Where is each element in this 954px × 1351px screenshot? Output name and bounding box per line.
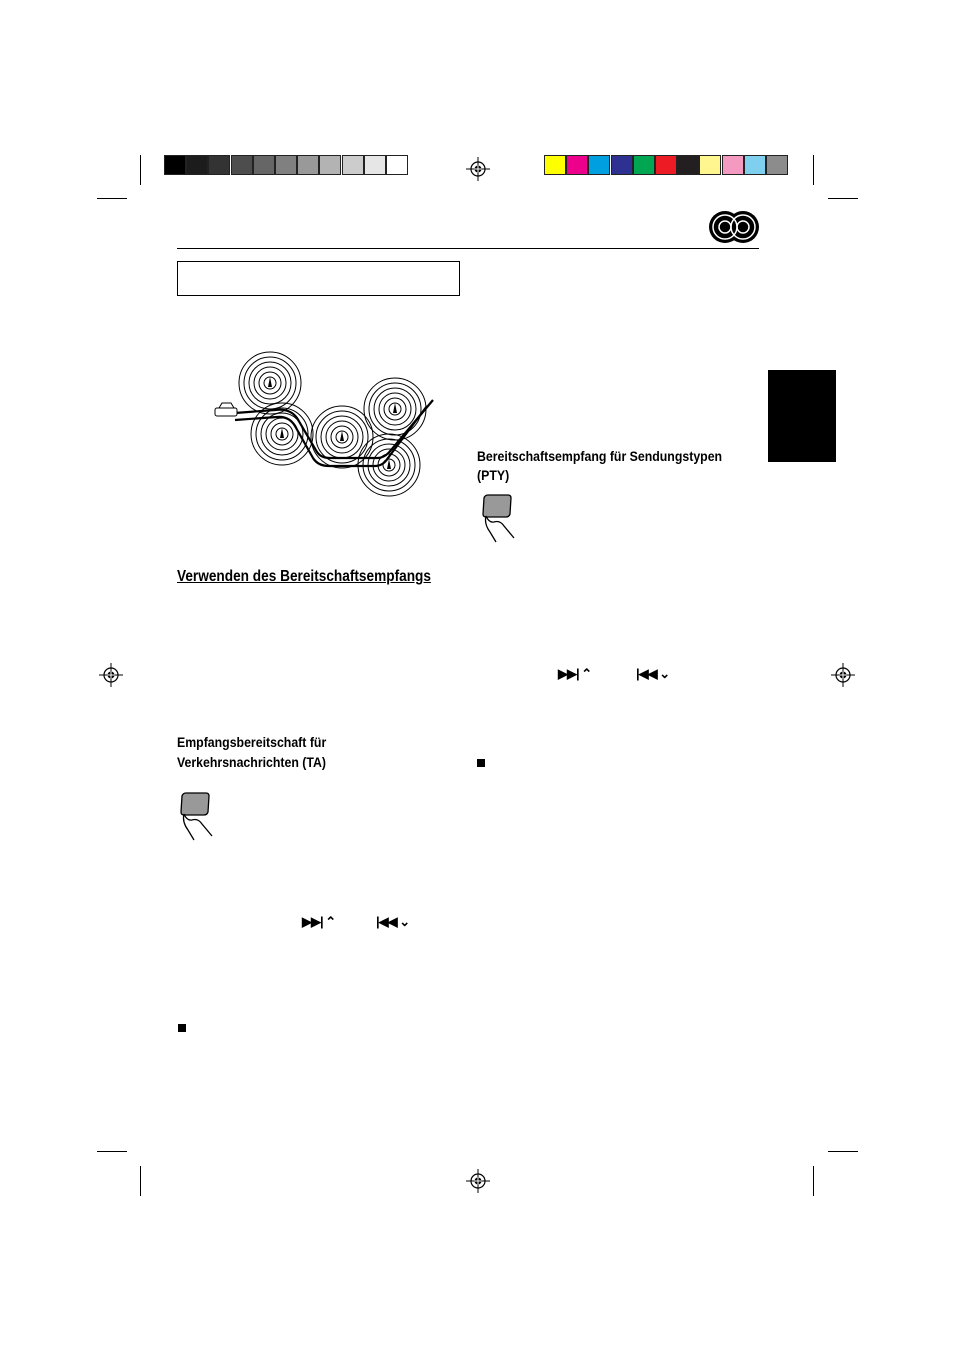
color-swatch — [588, 155, 610, 175]
finger-press-icon — [172, 790, 224, 842]
color-swatch — [342, 155, 364, 175]
color-swatch — [186, 155, 208, 175]
color-swatch — [231, 155, 253, 175]
skip-back-icon: |◀◀ ⌄ — [376, 914, 410, 929]
color-swatch — [677, 155, 699, 175]
crop-mark — [140, 1166, 141, 1196]
color-swatch — [297, 155, 319, 175]
ta-standby-heading-line1: Empfangsbereitschaft für — [177, 734, 327, 750]
color-swatch — [208, 155, 230, 175]
crop-mark — [140, 155, 141, 185]
color-swatch — [253, 155, 275, 175]
crop-mark — [828, 198, 858, 199]
color-swatch — [275, 155, 297, 175]
crosshair-registration-icon — [831, 663, 855, 687]
section-title-box — [177, 261, 460, 296]
color-swatch — [722, 155, 744, 175]
crosshair-registration-icon — [466, 157, 490, 181]
skip-forward-icon: ▶▶| ⌃ — [558, 666, 592, 681]
broadcast-map-diagram — [205, 340, 445, 505]
color-swatch — [566, 155, 588, 175]
color-swatch — [544, 155, 566, 175]
color-swatch — [386, 155, 408, 175]
color-swatch — [364, 155, 386, 175]
color-swatch — [164, 155, 186, 175]
color-swatch — [611, 155, 633, 175]
crop-mark — [97, 1151, 127, 1152]
crosshair-registration-icon — [99, 663, 123, 687]
pty-standby-heading-line1: Bereitschaftsempfang für Sendungstypen — [477, 448, 723, 464]
crop-mark — [813, 155, 814, 185]
skip-back-icon: |◀◀ ⌄ — [636, 666, 670, 681]
color-swatch — [319, 155, 341, 175]
bullet-square — [178, 1024, 186, 1032]
pty-standby-heading-line2: (PTY) — [477, 467, 510, 483]
skip-forward-icon: ▶▶| ⌃ — [302, 914, 336, 929]
color-swatch — [766, 155, 788, 175]
crop-mark — [97, 198, 127, 199]
ta-standby-heading-line2: Verkehrsnachrichten (TA) — [177, 754, 327, 770]
color-swatch — [655, 155, 677, 175]
crosshair-registration-icon — [466, 1169, 490, 1193]
disc-logo-icon — [708, 210, 760, 244]
color-swatch — [633, 155, 655, 175]
color-swatch — [699, 155, 721, 175]
standby-usage-heading: Verwenden des Bereitschaftsempfangs — [177, 568, 431, 585]
crop-mark — [813, 1166, 814, 1196]
finger-press-icon — [474, 492, 526, 544]
color-swatch — [744, 155, 766, 175]
header-rule — [177, 248, 759, 249]
bullet-square — [477, 759, 485, 767]
crop-mark — [828, 1151, 858, 1152]
language-tab — [768, 370, 836, 462]
